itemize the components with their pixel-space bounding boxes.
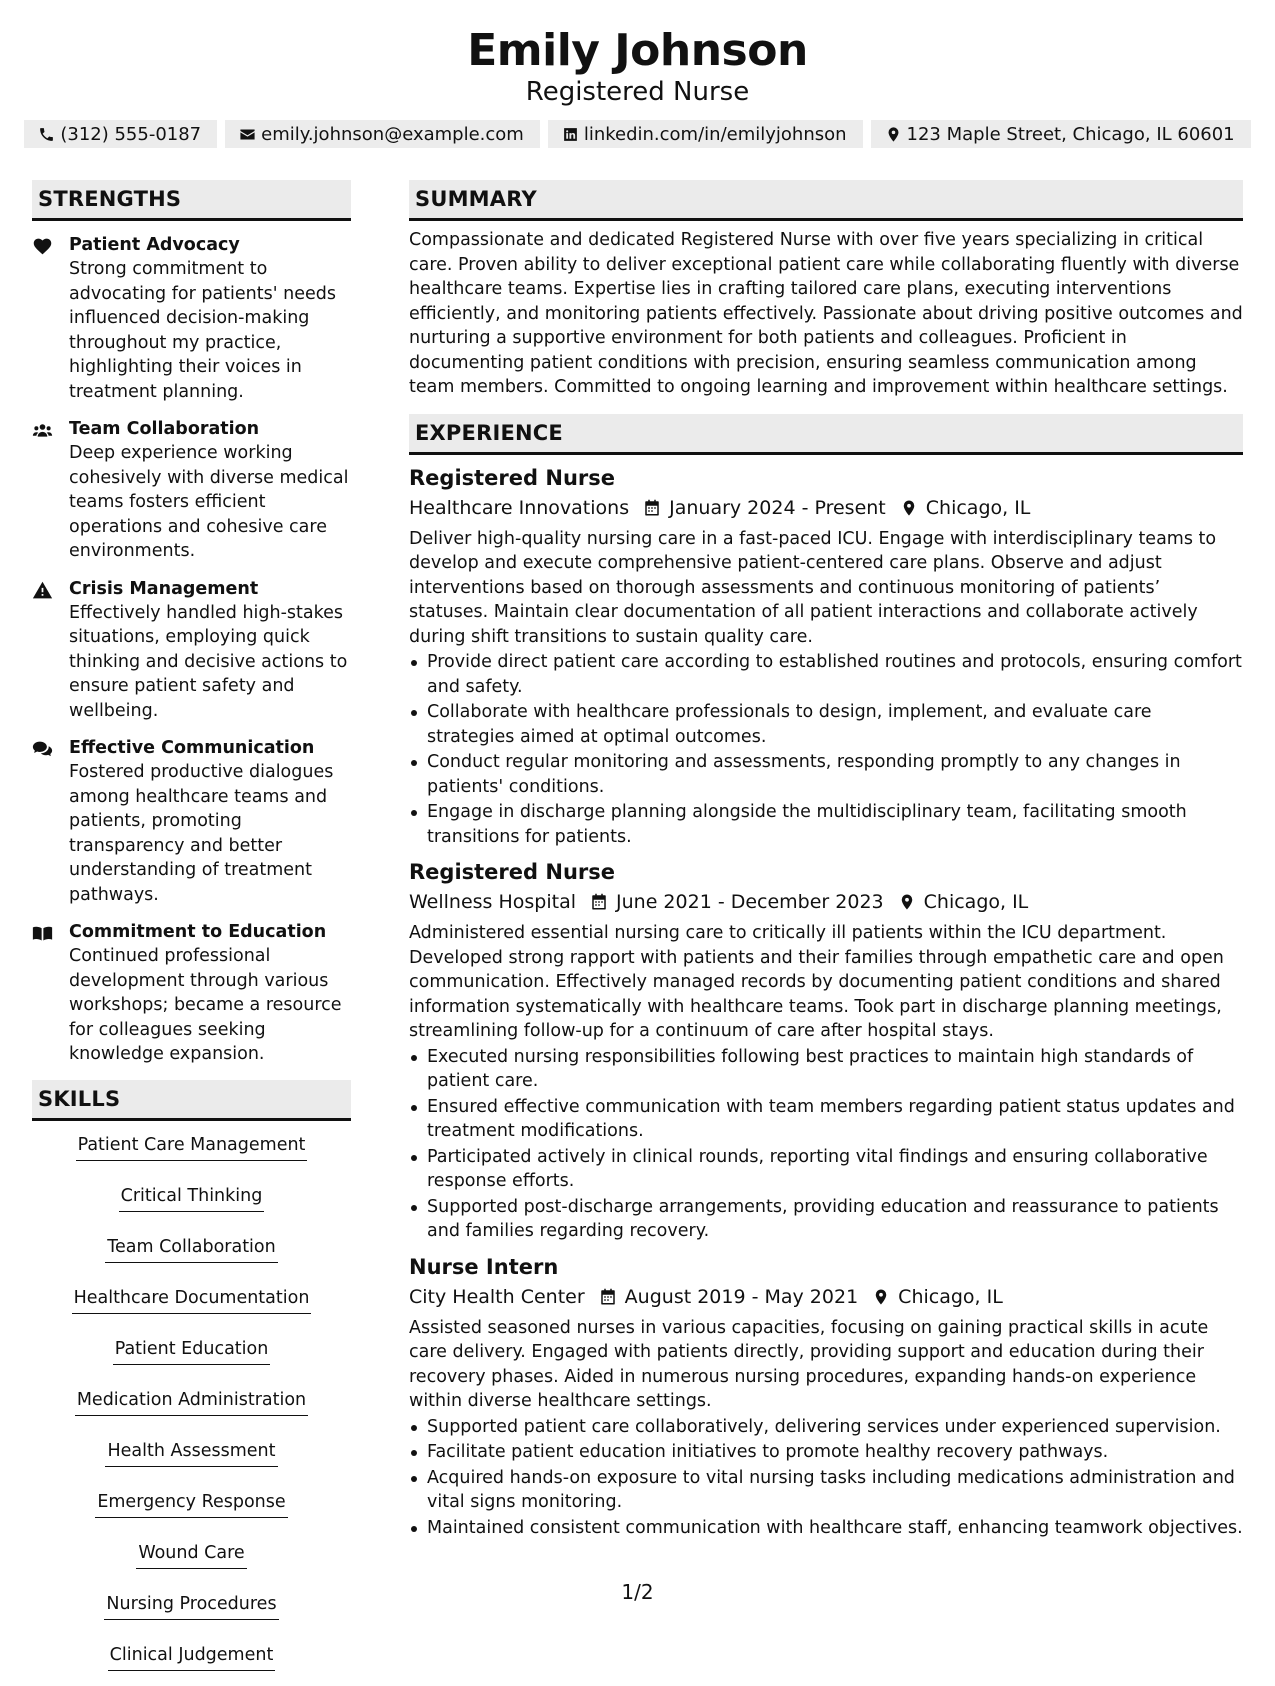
skills-heading: SKILLS [32, 1080, 351, 1121]
job-company: Healthcare Innovations [409, 496, 630, 519]
strength-title: Effective Communication [69, 738, 315, 758]
experience-heading: EXPERIENCE [409, 414, 1243, 455]
skill-tag: Team Collaboration [105, 1235, 277, 1263]
contact-linkedin[interactable] [548, 120, 863, 148]
skill-tag: Emergency Response [95, 1490, 287, 1518]
left-column [32, 180, 351, 1686]
summary-text: Compassionate and dedicated Registered Nurse with over five years specializing in critical care. Proven ability to deliver exceptional patient care while collaborating fluently with diverse healthcare teams. Expertise lies in crafting tailored care plans, executing interventions efficiently, and monitoring patients effectively. Passionate about driving positive outcomes and nurturing a supportive environment for both patients and colleagues. Proficient in documenting patient conditions with precision, ensuring seamless communication among team members. Committed to ongoing learning and improvement within healthcare settings. [409, 230, 1243, 397]
job-meta [409, 1282, 1243, 1312]
skill-tag: Patient Care Management [76, 1133, 308, 1161]
contact-phone [24, 120, 217, 148]
job-dates: August 2019 - May 2021 [624, 1285, 859, 1308]
skill-tag: Critical Thinking [119, 1184, 265, 1212]
strength-item [32, 920, 351, 1067]
map-pin-icon [872, 1288, 890, 1306]
candidate-name: Emily Johnson [467, 25, 808, 76]
heart-icon [32, 236, 53, 257]
job-meta [409, 493, 1243, 523]
strength-title: Patient Advocacy [69, 235, 240, 255]
job-title: Registered Nurse [409, 860, 615, 884]
job-company: City Health Center [409, 1285, 585, 1308]
phone-icon [38, 126, 55, 143]
job-bullets [409, 1045, 1243, 1244]
right-column [409, 180, 1243, 1541]
job-description: Deliver high-quality nursing care in a fast-paced ICU. Engage with interdisciplinary teams to develop and execute comprehensive patient-centered care plans. Observe and adjust interventions based on thorough assessments and continuous monitoring of patients’ statuses. Maintain clear documentation of all patient interactions and collaborate actively during shift transitions to sustain quality care. [409, 528, 1217, 647]
job-bullets [409, 650, 1243, 849]
contact-email[interactable] [225, 120, 540, 148]
job-title: Registered Nurse [409, 465, 615, 490]
job-bullet: Executed nursing responsibilities following best practices to maintain high standards of patient care. [409, 1045, 1243, 1094]
map-pin-icon [900, 499, 918, 517]
skill-tag: Health Assessment [105, 1439, 277, 1467]
job-bullet: Facilitate patient education initiatives to promote healthy recovery pathways. [409, 1440, 1243, 1465]
job-location: Chicago, IL [923, 891, 1029, 913]
users-icon [32, 420, 53, 441]
job-description: Administered essential nursing care to critically ill patients within the ICU department. Developed strong rapport with patients and their families through empathetic care and open communication. Effectively managed records by documenting patient conditions and shared information systematically with healthcare teams. Took part in discharge planning meetings, streamlining follow-up for a continuum of care after hospital stays. [409, 923, 1224, 1041]
strength-desc: Continued professional development through various workshops; became a resource for colleagues seeking knowledge expansion. [69, 946, 342, 1064]
job-title: Nurse Intern [409, 1254, 559, 1279]
strength-title: Team Collaboration [69, 419, 260, 439]
job-bullet: Supported post-discharge arrangements, providing education and reassurance to patients and families regarding recovery. [409, 1195, 1243, 1244]
job-meta [409, 887, 1243, 917]
resume-header [0, 0, 1275, 148]
job-bullet: Maintained consistent communication with healthcare staff, enhancing teamwork objectives. [409, 1516, 1243, 1541]
strength-desc: Strong commitment to advocating for patients' needs influenced decision-making throughout my practice, highlighting their voices in treatment planning. [69, 259, 336, 402]
job-entry [409, 464, 1243, 850]
job-description: Assisted seasoned nurses in various capacities, focusing on gaining practical skills in acute care delivery. Engaged with patients directly, providing support and education during their recovery phases. Aided in numerous nursing procedures, expanding hands-on experience within diverse healthcare settings. [409, 1317, 1209, 1411]
job-bullet: Conduct regular monitoring and assessments, responding promptly to any changes in patients' conditions. [409, 750, 1243, 799]
job-bullet: Supported patient care collaboratively, delivering services under experienced supervision. [409, 1415, 1243, 1440]
job-bullet: Participated actively in clinical rounds, reporting vital findings and ensuring collaborative response efforts. [409, 1145, 1243, 1194]
skill-tag: Healthcare Documentation [72, 1286, 312, 1314]
strength-title: Commitment to Education [69, 922, 327, 942]
job-dates: January 2024 - Present [669, 496, 886, 519]
calendar-icon [590, 893, 608, 911]
job-bullet: Acquired hands-on exposure to vital nursing tasks including medications administration and vital signs monitoring. [409, 1466, 1243, 1515]
job-entry [409, 858, 1243, 1244]
strengths-heading: STRENGTHS [32, 180, 351, 221]
phone-text: (312) 555-0187 [60, 123, 202, 145]
address-text: 123 Maple Street, Chicago, IL 60601 [906, 123, 1235, 145]
map-pin-icon [885, 126, 902, 143]
linkedin-text[interactable]: linkedin.com/in/emilyjohnson [583, 123, 847, 145]
job-bullet: Ensured effective communication with team members regarding patient status updates and treatment modifications. [409, 1095, 1243, 1144]
strength-desc: Effectively handled high-stakes situations, employing quick thinking and decisive actions to ensure patient safety and wellbeing. [69, 602, 348, 721]
skill-tag: Patient Education [113, 1337, 271, 1365]
strength-item [32, 577, 351, 724]
job-bullets [409, 1415, 1243, 1541]
job-bullet: Provide direct patient care according to established routines and protocols, ensuring comfort and safety. [409, 650, 1243, 699]
skill-tag: Nursing Procedures [104, 1592, 278, 1620]
email-text[interactable]: emily.johnson@example.com [261, 123, 524, 145]
job-bullet: Collaborate with healthcare professionals to design, implement, and evaluate care strategies aimed at optimal outcomes. [409, 700, 1243, 749]
candidate-role: Registered Nurse [525, 77, 750, 107]
book-icon [32, 923, 53, 944]
skill-tag: Wound Care [136, 1541, 246, 1569]
warning-icon [32, 580, 53, 601]
strength-desc: Deep experience working cohesively with diverse medical teams fosters efficient operations and cohesive care environments. [69, 443, 349, 561]
skill-tag: Clinical Judgement [108, 1643, 276, 1671]
calendar-icon [599, 1288, 617, 1306]
job-entry [409, 1253, 1243, 1541]
strength-item [32, 233, 351, 404]
skill-tag: Medication Administration [75, 1388, 308, 1416]
contact-address [871, 120, 1251, 148]
summary-heading: SUMMARY [409, 180, 1243, 221]
strength-title: Crisis Management [69, 578, 259, 599]
strengths-list [32, 233, 351, 1067]
job-location: Chicago, IL [925, 496, 1031, 519]
page-number: 1/2 [621, 1580, 654, 1604]
strength-desc: Fostered productive dialogues among healthcare teams and patients, promoting transparency and better understanding of treatment pathways. [69, 762, 334, 905]
comments-icon [32, 739, 53, 760]
envelope-icon [239, 126, 256, 143]
job-bullet: Engage in discharge planning alongside the multidisciplinary team, facilitating smooth transitions for patients. [409, 800, 1243, 849]
strength-item [32, 417, 351, 564]
calendar-icon [643, 499, 661, 517]
job-dates: June 2021 - December 2023 [616, 891, 884, 913]
job-location: Chicago, IL [898, 1285, 1003, 1308]
contact-bar [0, 120, 1275, 148]
job-company: Wellness Hospital [409, 891, 577, 913]
linkedin-icon [562, 126, 579, 143]
map-pin-icon [898, 893, 916, 911]
strength-item [32, 736, 351, 907]
